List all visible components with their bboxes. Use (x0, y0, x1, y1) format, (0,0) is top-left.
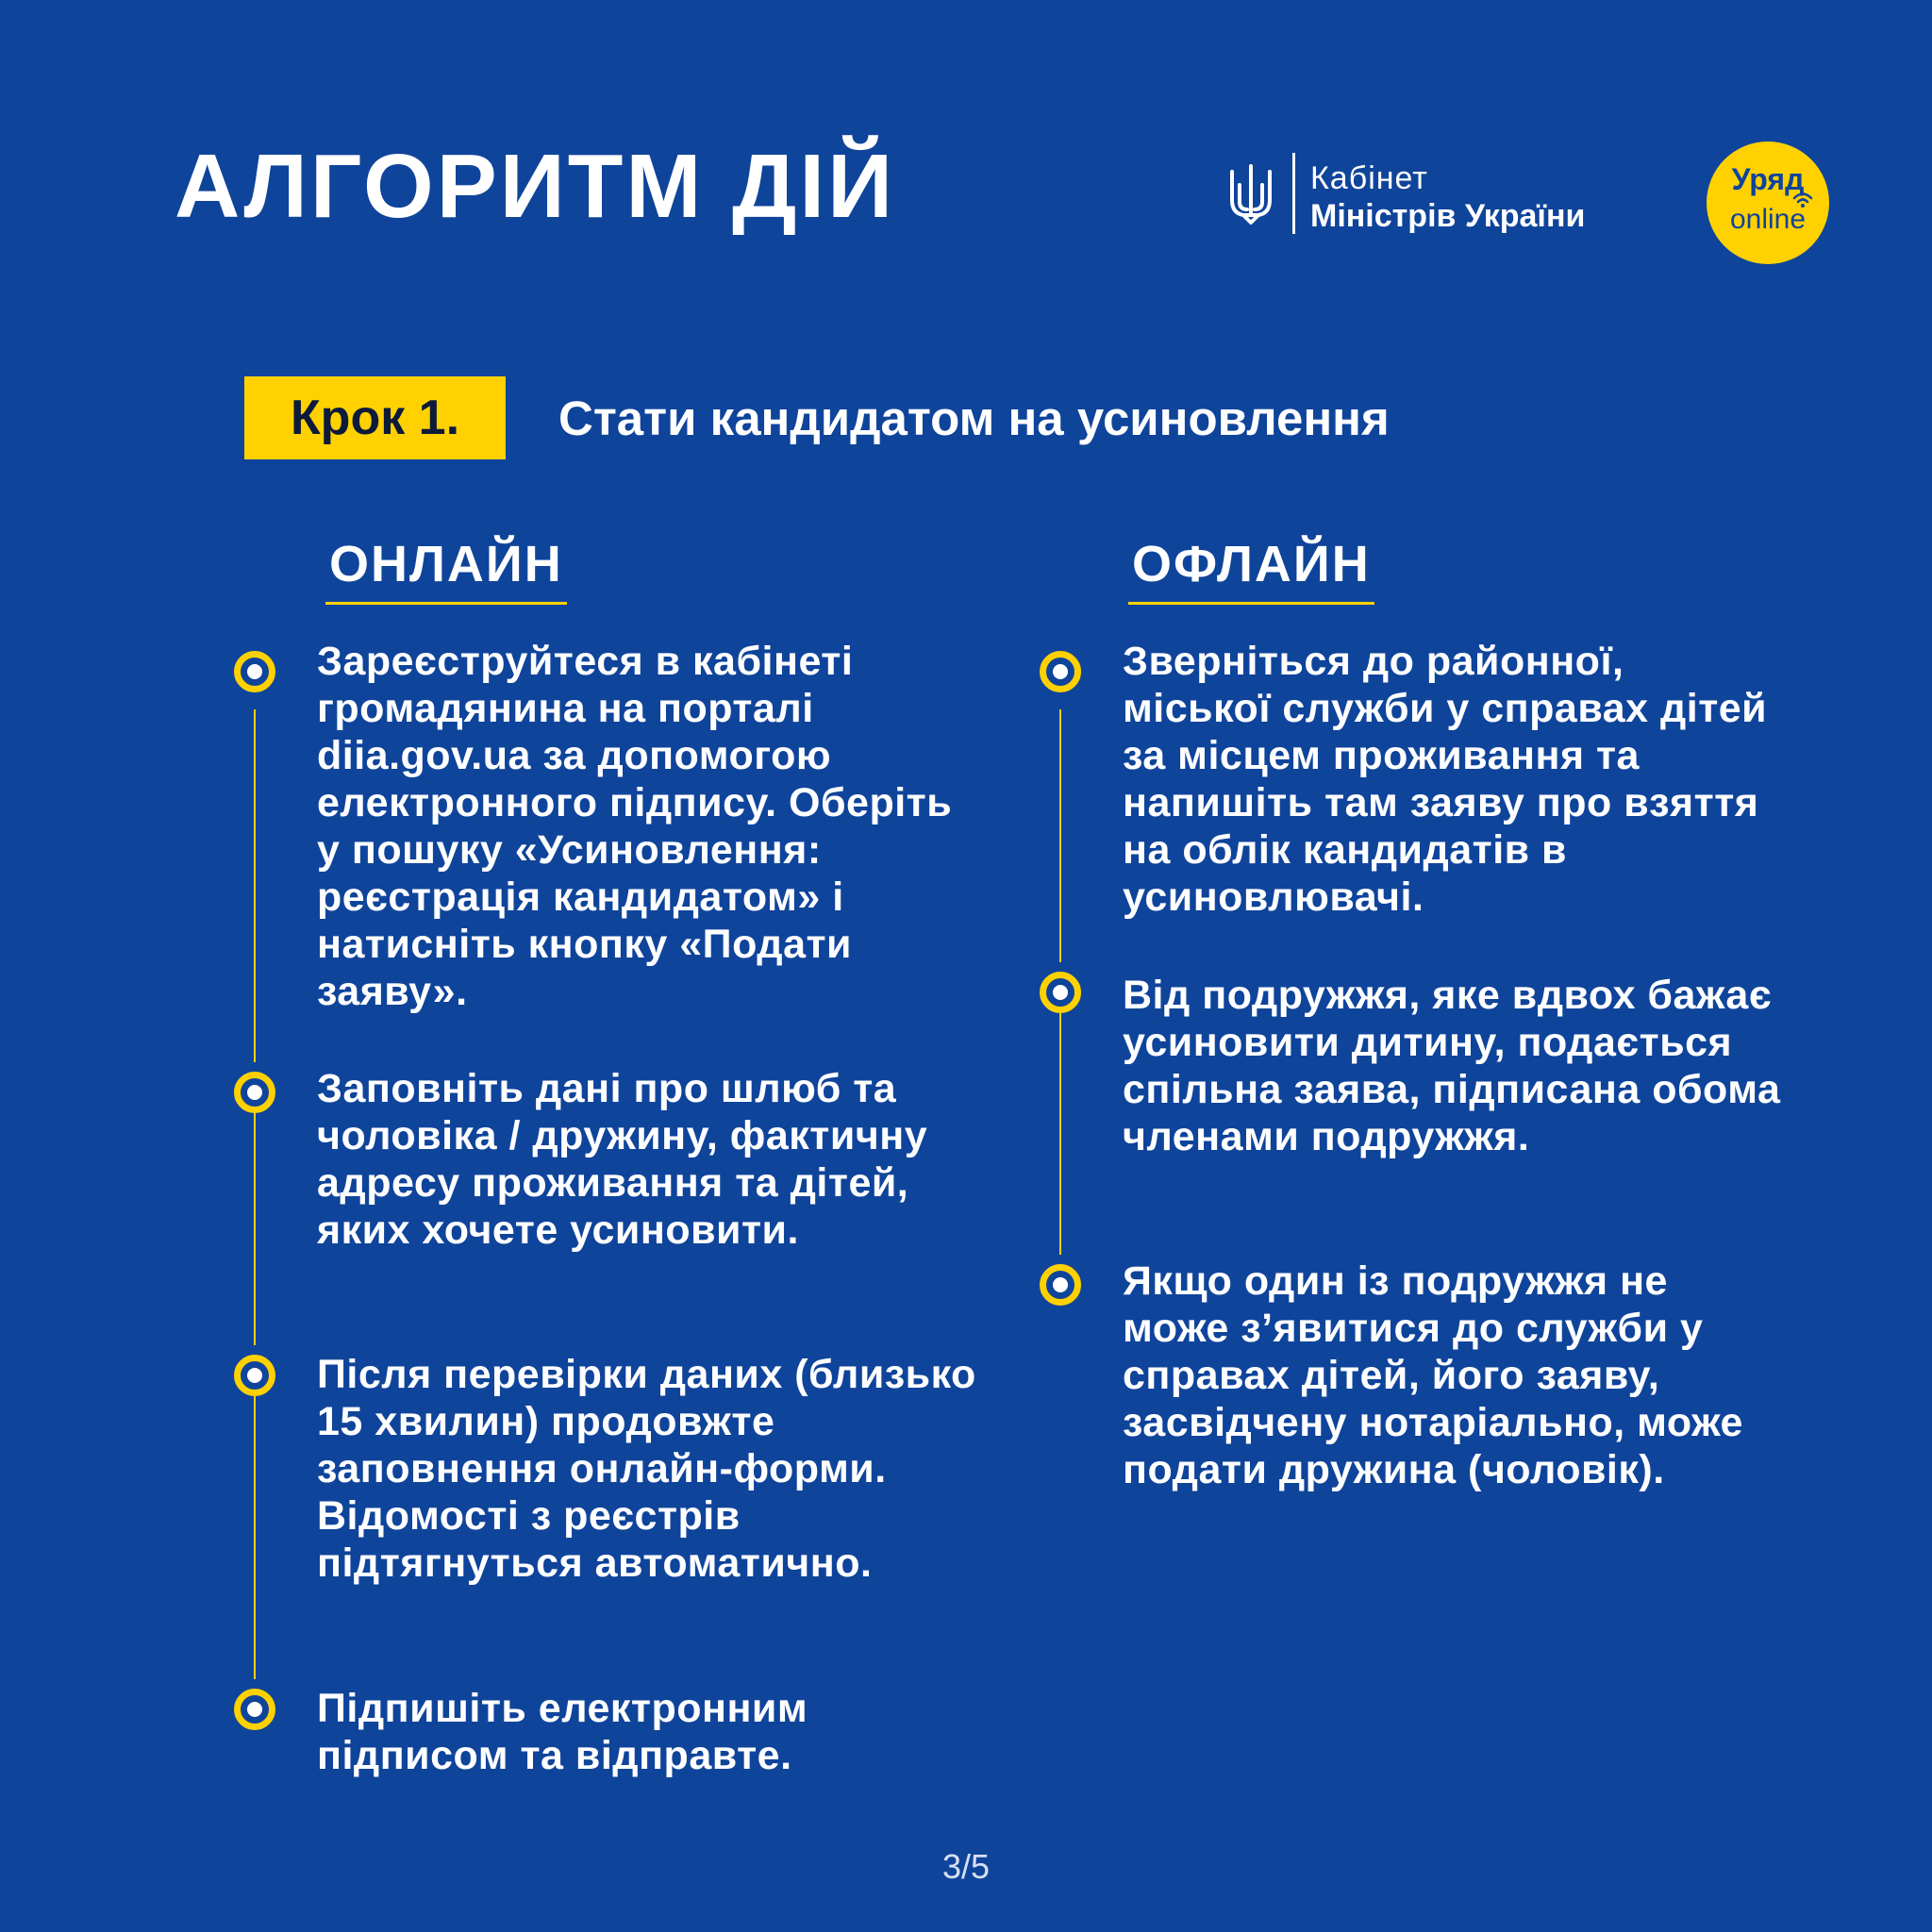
offline-step-2: Від подружжя, яке вдвох бажає усиновити дитину, подається спільна заява, підписана обома членами подружжя. (1123, 973, 1781, 1159)
timeline-line (1059, 709, 1061, 962)
offline-step-1: Зверніться до районної, міської служби у справах дітей за місцем проживання та напишіть там заяву про взяття на облік кандидатів в усиновлювачі. (1123, 639, 1768, 920)
timeline-bullet (234, 651, 275, 692)
timeline-line (254, 1111, 256, 1345)
logo-line-1: Кабінет (1310, 160, 1428, 196)
timeline-bullet (234, 1355, 275, 1396)
uriad-online-badge (1707, 142, 1829, 264)
badge-line-1: Уряд (1731, 162, 1805, 196)
step-title: Стати кандидатом на усиновлення (558, 391, 1390, 445)
badge-line-2: online (1729, 204, 1807, 235)
logo-line-2: Міністрів України (1310, 198, 1586, 234)
offline-heading: ОФЛАЙН (1128, 534, 1374, 605)
step-badge: Крок 1. (244, 376, 506, 459)
timeline-bullet (234, 1072, 275, 1113)
timeline-line (1059, 1013, 1061, 1255)
offline-step-3: Якщо один із подружжя не може з’явитися до служби у справах дітей, його заяву, засвідчену нотаріально, може подати дружина (чоловік). (1123, 1258, 1743, 1492)
timeline-line (254, 709, 256, 1062)
online-heading: ОНЛАЙН (325, 534, 567, 605)
online-step-3: Після перевірки даних (близько 15 хвилин) продовжте заповнення онлайн-форми. Відомості з реєстрів підтягнуться автоматично. (317, 1352, 976, 1586)
logo-divider (1292, 153, 1295, 234)
trident-icon (1226, 162, 1275, 228)
online-step-2: Заповніть дані про шлюб та чоловіка / дружину, фактичну адресу проживання та дітей, яких хочете усиновити. (317, 1066, 928, 1253)
timeline-bullet (1040, 1264, 1081, 1306)
timeline-bullet (1040, 651, 1081, 692)
page-title: АЛГОРИТМ ДІЙ (175, 136, 896, 237)
timeline-bullet (1040, 972, 1081, 1013)
online-step-1: Зареєструйтеся в кабінеті громадянина на порталі diia.gov.ua за допомогою електронного підпису. Оберіть у пошуку «Усиновлення: реєстрація кандидатом» і натисніть кнопку «Подати заяву». (317, 639, 953, 1014)
timeline-bullet (234, 1689, 275, 1730)
page-indicator: 3/5 (941, 1847, 991, 1886)
online-step-4: Підпишіть електронним підписом та відправте. (317, 1686, 808, 1778)
timeline-line (254, 1396, 256, 1679)
